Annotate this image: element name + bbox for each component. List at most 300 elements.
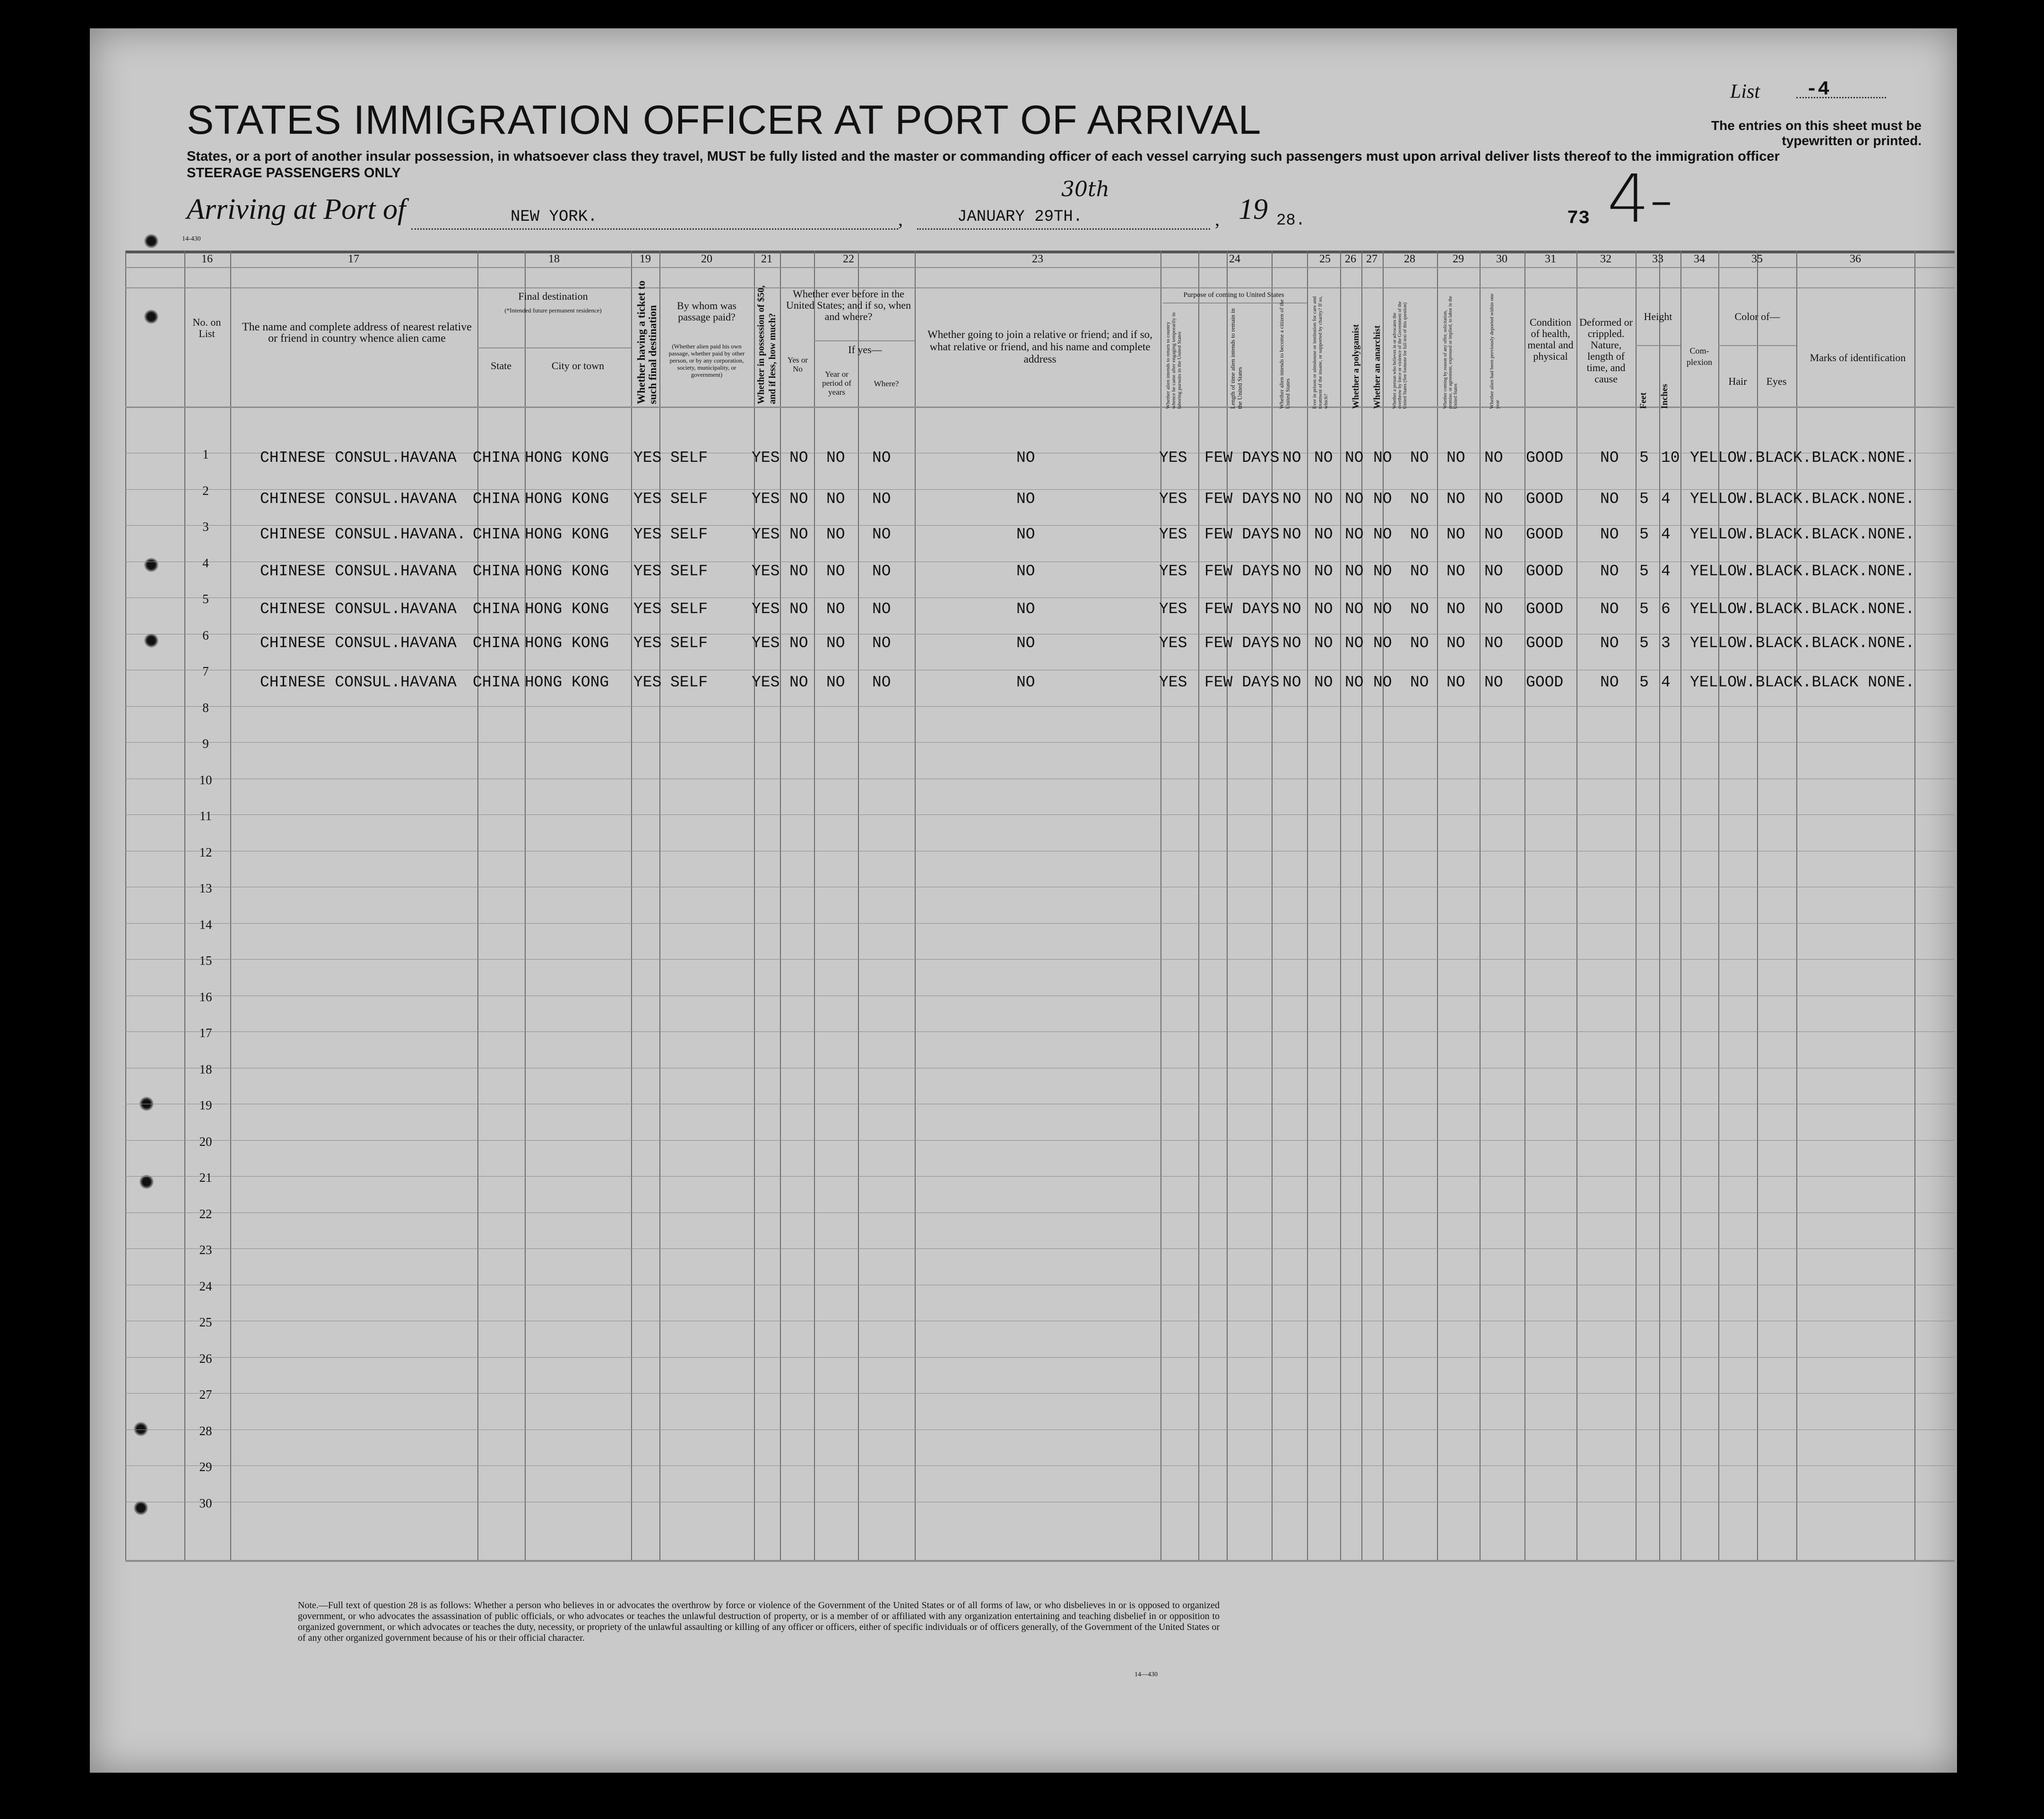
header-no-on-list: No. on List <box>192 316 221 339</box>
cell-money: YES <box>752 634 780 652</box>
cell-health: GOOD <box>1526 490 1564 508</box>
cell-where: NO <box>872 449 891 467</box>
header-c18-sub: (*Intended future permanent residence) <box>504 307 602 314</box>
header-c24a: Whether alien intends to return to country whence he came after engaging temporarily in laboring pursuits in the United States <box>1165 312 1182 409</box>
row-number: 24 <box>199 1279 212 1293</box>
cell-complexion: YELLOW.BLACK.BLACK.NONE. <box>1690 526 1915 543</box>
cell-city: HONG KONG <box>525 490 609 508</box>
column-rule <box>1307 251 1308 1560</box>
cell-money: YES <box>752 490 780 508</box>
header-c35: Color of— <box>1734 311 1780 322</box>
header-c29: Whether coming by reason of any offer, solicitation, promise, or agreement, expressed or implied, to labor in the United States <box>1443 296 1458 409</box>
cell-inches: 4 <box>1661 490 1671 508</box>
row-number: 15 <box>199 953 212 968</box>
cell-q28: NO <box>1410 563 1429 580</box>
cell-contract: NO <box>1446 674 1465 691</box>
column-rule <box>1576 251 1577 1560</box>
cell-length: FEW DAYS <box>1204 449 1280 467</box>
cell-length: FEW DAYS <box>1204 634 1280 652</box>
cell-deported: NO <box>1484 526 1503 543</box>
row-rule <box>125 1140 1955 1141</box>
column-rule <box>1383 251 1384 1560</box>
cell-polygamist: NO <box>1345 600 1364 618</box>
row-number: 4 <box>202 555 209 570</box>
header-c24: Purpose of coming to United States <box>1183 291 1284 299</box>
column-number: 34 <box>1694 253 1705 265</box>
cell-city: HONG KONG <box>525 600 609 618</box>
cell-polygamist: NO <box>1345 634 1364 652</box>
row-rule <box>125 1560 1955 1562</box>
column-rule <box>1272 251 1273 1560</box>
column-rule <box>1796 251 1797 1560</box>
row-number: 23 <box>199 1243 212 1257</box>
header-c30: Whether alien had been previously deported within one year <box>1489 293 1500 409</box>
typewritten-note: The entries on this sheet must be typewritten or printed. <box>1711 118 1922 148</box>
cell-deformed: NO <box>1600 526 1619 543</box>
column-number: 31 <box>1545 253 1556 265</box>
header-c22: Whether ever before in the United States; and if so, when and where? <box>786 288 911 322</box>
cell-deformed: NO <box>1600 449 1619 467</box>
column-rule <box>780 251 781 1560</box>
cell-join: NO <box>1016 600 1035 618</box>
header-c34: Com-plexion <box>1687 346 1712 367</box>
column-number: 35 <box>1751 253 1763 265</box>
year-prefix: 19 <box>1239 193 1268 225</box>
header-c21: Whether in possession of $50, and if less, how much? <box>756 285 778 404</box>
cell-prison: NO <box>1314 526 1333 543</box>
cell-money: YES <box>752 526 780 543</box>
column-number: 30 <box>1496 253 1507 265</box>
cell-where: NO <box>872 490 891 508</box>
cell-state: CHINA <box>473 674 520 691</box>
row-rule <box>125 959 1955 960</box>
form-code: 14-430 <box>182 235 201 243</box>
cell-deformed: NO <box>1600 563 1619 580</box>
date-value: JANUARY 29TH. <box>957 208 1083 226</box>
row-number: 28 <box>199 1423 212 1438</box>
row-number: 22 <box>199 1206 212 1221</box>
cell-q28: NO <box>1410 490 1429 508</box>
cell-city: HONG KONG <box>525 674 609 691</box>
cell-where: NO <box>872 600 891 618</box>
cell-where: NO <box>872 674 891 691</box>
cell-years: NO <box>826 634 845 652</box>
cell-health: GOOD <box>1526 674 1564 691</box>
cell-years: NO <box>826 449 845 467</box>
footnote: Note.—Full text of question 28 is as follows: Whether a person who believes in or advocates the overthrow by force or violence of the Government of the United States or of all forms of law, or who disbelieves in or is opposed to organized government, or who advocates the assassination of public officials, or who advocates or teaches the unlawful destruction of property, or is a member of or affiliated with any organization entertaining and teaching disbelief in or opposition to organized government, or which advocates or teaches the duty, necessity, or propriety of the unlawful assaulting or killing of any officer or officers, either of specific individuals or of officers generally, of the Government of the United States or of any other organized government because of his or their official character. <box>298 1600 1220 1643</box>
row-rule <box>125 742 1955 743</box>
row-number: 16 <box>199 989 212 1004</box>
port-line <box>411 228 898 230</box>
cell-years: NO <box>826 526 845 543</box>
row-rule <box>125 1429 1955 1430</box>
column-number: 16 <box>201 253 213 265</box>
cell-feet: 5 <box>1639 449 1649 467</box>
cell-return: YES <box>1159 449 1187 467</box>
cell-before: NO <box>789 674 808 691</box>
header-c19: Whether having a ticket to such final destination <box>635 280 658 404</box>
column-number: 28 <box>1404 253 1415 265</box>
cell-contract: NO <box>1446 526 1465 543</box>
cell-q28: NO <box>1410 634 1429 652</box>
cell-join: NO <box>1016 563 1035 580</box>
cell-inches: 4 <box>1661 563 1671 580</box>
header-c18-city: City or town <box>551 360 605 372</box>
cell-length: FEW DAYS <box>1204 526 1280 543</box>
column-number: 19 <box>640 253 651 265</box>
header-c17: The name and complete address of nearest relative or friend in country whence alien came <box>242 321 472 345</box>
cell-prison: NO <box>1314 490 1333 508</box>
row-rule <box>125 1465 1955 1466</box>
cell-paid: SELF <box>670 449 708 467</box>
row-rule <box>125 1248 1955 1249</box>
cell-prison: NO <box>1314 563 1333 580</box>
row-rule <box>125 489 1955 490</box>
row-rule <box>125 1176 1955 1177</box>
row-number: 11 <box>199 809 212 823</box>
cell-health: GOOD <box>1526 526 1564 543</box>
cell-anarchist: NO <box>1373 449 1392 467</box>
cell-return: YES <box>1159 674 1187 691</box>
cell-anarchist: NO <box>1373 600 1392 618</box>
header-c32: Deformed or crippled. Nature, length of time, and cause <box>1579 316 1633 385</box>
cell-contract: NO <box>1446 563 1465 580</box>
cell-money: YES <box>752 674 780 691</box>
cell-money: YES <box>752 449 780 467</box>
cell-length: FEW DAYS <box>1204 600 1280 618</box>
cell-complexion: YELLOW.BLACK.BLACK.NONE. <box>1690 634 1915 652</box>
cell-complexion: YELLOW.BLACK.BLACK.NONE. <box>1690 449 1915 467</box>
cell-join: NO <box>1016 490 1035 508</box>
cell-city: HONG KONG <box>525 563 609 580</box>
cell-join: NO <box>1016 526 1035 543</box>
cell-relative: CHINESE CONSUL.HAVANA <box>260 600 457 618</box>
cell-before: NO <box>789 563 808 580</box>
cell-deformed: NO <box>1600 674 1619 691</box>
header-c27: Whether an anarchist <box>1372 325 1382 409</box>
cell-where: NO <box>872 634 891 652</box>
row-number: 27 <box>199 1387 212 1402</box>
cell-paid: SELF <box>670 563 708 580</box>
cell-citizen: NO <box>1282 634 1301 652</box>
row-rule <box>477 347 631 348</box>
cell-anarchist: NO <box>1373 490 1392 508</box>
column-rule <box>1718 251 1719 1560</box>
cell-q28: NO <box>1410 600 1429 618</box>
cell-return: YES <box>1159 563 1187 580</box>
cell-feet: 5 <box>1639 526 1649 543</box>
column-rule <box>1437 251 1438 1560</box>
header-c31: Condition of health, mental and physical <box>1527 316 1574 362</box>
header-c20: By whom was passage paid? <box>677 300 736 323</box>
header-c28: Whether a person who believes in or advocates the overthrow by force or violence of the Government of the United States (See footnote for full text of this question) <box>1392 301 1408 409</box>
cell-relative: CHINESE CONSUL.HAVANA <box>260 634 457 652</box>
cell-citizen: NO <box>1282 674 1301 691</box>
cell-length: FEW DAYS <box>1204 490 1280 508</box>
header-c22-ifyes: If yes— <box>848 344 882 355</box>
cell-citizen: NO <box>1282 563 1301 580</box>
cell-inches: 10 <box>1661 449 1680 467</box>
cell-ticket: YES <box>633 563 662 580</box>
cell-city: HONG KONG <box>525 634 609 652</box>
punch-hole-icon <box>144 558 158 572</box>
cell-before: NO <box>789 449 808 467</box>
cell-polygamist: NO <box>1345 490 1364 508</box>
date-correction: 30th <box>1061 177 1110 201</box>
cell-before: NO <box>789 526 808 543</box>
column-rule <box>1227 251 1228 1560</box>
cell-relative: CHINESE CONSUL.HAVANA <box>260 490 457 508</box>
row-rule <box>125 706 1955 707</box>
header-c20-sub: (Whether alien paid his own passage, whether paid by other person, or by any corporation, society, municipality, or government) <box>668 343 745 378</box>
cell-ticket: YES <box>633 600 662 618</box>
row-number: 18 <box>199 1062 212 1076</box>
header-c18-state: State <box>491 360 511 372</box>
cell-anarchist: NO <box>1373 634 1392 652</box>
cell-relative: CHINESE CONSUL.HAVANA <box>260 674 457 691</box>
row-rule <box>125 1031 1955 1032</box>
cell-state: CHINA <box>473 449 520 467</box>
row-number: 12 <box>199 845 212 859</box>
column-rule <box>814 251 815 1560</box>
column-rule <box>858 251 859 1560</box>
cell-years: NO <box>826 490 845 508</box>
cell-polygamist: NO <box>1345 526 1364 543</box>
cell-polygamist: NO <box>1345 674 1364 691</box>
row-rule <box>125 1393 1955 1394</box>
cell-contract: NO <box>1446 490 1465 508</box>
column-rule <box>1680 251 1681 1560</box>
row-rule <box>1718 345 1796 346</box>
column-number: 18 <box>548 253 560 265</box>
cell-state: CHINA <box>473 490 520 508</box>
cell-health: GOOD <box>1526 600 1564 618</box>
row-number: 10 <box>199 772 212 787</box>
column-rule <box>1757 251 1758 1560</box>
cell-where: NO <box>872 526 891 543</box>
column-number: 27 <box>1366 253 1377 265</box>
row-number: 13 <box>199 881 212 895</box>
column-rule <box>125 251 126 1560</box>
comma-sep: , <box>898 208 903 230</box>
header-c33: Height <box>1644 311 1672 322</box>
arriving-label: Arriving at Port of <box>187 193 406 225</box>
cell-paid: SELF <box>670 526 708 543</box>
cell-years: NO <box>826 600 845 618</box>
header-c35-hair: Hair <box>1728 375 1747 387</box>
cell-paid: SELF <box>670 600 708 618</box>
cell-complexion: YELLOW.BLACK.BLACK NONE. <box>1690 674 1915 691</box>
cell-inches: 4 <box>1661 526 1671 543</box>
list-number: -4 <box>1806 78 1830 101</box>
row-number: 9 <box>202 736 209 751</box>
cell-complexion: YELLOW.BLACK.BLACK.NONE. <box>1690 600 1915 618</box>
row-number: 20 <box>199 1134 212 1149</box>
page-number: 73 <box>1567 208 1590 229</box>
cell-inches: 3 <box>1661 634 1671 652</box>
cell-relative: CHINESE CONSUL.HAVANA <box>260 449 457 467</box>
column-rule <box>1914 251 1915 1560</box>
header-c23: Whether going to join a relative or friend; and if so, what relative or friend, and his name and complete address <box>927 329 1152 365</box>
cell-deported: NO <box>1484 449 1503 467</box>
punch-hole-icon <box>144 310 158 324</box>
row-number: 29 <box>199 1460 212 1474</box>
cell-before: NO <box>789 634 808 652</box>
cell-citizen: NO <box>1282 526 1301 543</box>
cell-length: FEW DAYS <box>1204 674 1280 691</box>
cell-anarchist: NO <box>1373 563 1392 580</box>
cell-contract: NO <box>1446 600 1465 618</box>
cell-years: NO <box>826 563 845 580</box>
column-number: 32 <box>1600 253 1611 265</box>
cell-feet: 5 <box>1639 674 1649 691</box>
column-number: 23 <box>1032 253 1043 265</box>
column-number: 36 <box>1850 253 1861 265</box>
header-c35-eyes: Eyes <box>1766 375 1787 387</box>
cell-inches: 6 <box>1661 600 1671 618</box>
cell-health: GOOD <box>1526 449 1564 467</box>
cell-length: FEW DAYS <box>1204 563 1280 580</box>
cell-deformed: NO <box>1600 634 1619 652</box>
manifest-sheet <box>90 28 1957 1773</box>
cell-return: YES <box>1159 526 1187 543</box>
column-number: 24 <box>1229 253 1240 265</box>
cell-complexion: YELLOW.BLACK.BLACK.NONE. <box>1690 490 1915 508</box>
column-number: 22 <box>843 253 854 265</box>
column-rule <box>754 251 755 1560</box>
punch-hole-icon <box>144 633 158 648</box>
cell-join: NO <box>1016 634 1035 652</box>
row-rule <box>814 340 915 341</box>
cell-citizen: NO <box>1282 600 1301 618</box>
cell-paid: SELF <box>670 674 708 691</box>
cell-contract: NO <box>1446 449 1465 467</box>
cell-deformed: NO <box>1600 600 1619 618</box>
cell-prison: NO <box>1314 449 1333 467</box>
row-number: 21 <box>199 1170 212 1185</box>
cell-ticket: YES <box>633 674 662 691</box>
column-rule <box>659 251 660 1560</box>
comma-sep-2: , <box>1215 208 1220 230</box>
cell-feet: 5 <box>1639 600 1649 618</box>
cell-complexion: YELLOW.BLACK.BLACK.NONE. <box>1690 563 1915 580</box>
cell-years: NO <box>826 674 845 691</box>
column-number: 20 <box>701 253 712 265</box>
punch-hole-icon <box>139 1175 154 1189</box>
row-number: 1 <box>202 447 209 461</box>
row-rule <box>125 407 1955 408</box>
date-line <box>917 228 1210 230</box>
cell-return: YES <box>1159 600 1187 618</box>
cell-polygamist: NO <box>1345 563 1364 580</box>
header-c22-years: Year or period of years <box>822 370 851 397</box>
cell-paid: SELF <box>670 490 708 508</box>
cell-contract: NO <box>1446 634 1465 652</box>
cell-deported: NO <box>1484 634 1503 652</box>
header-c24b: Length of time alien intends to remain in the United States <box>1229 308 1243 409</box>
cell-polygamist: NO <box>1345 449 1364 467</box>
column-number: 25 <box>1319 253 1331 265</box>
column-rule <box>1480 251 1481 1560</box>
cell-deported: NO <box>1484 490 1503 508</box>
cell-feet: 5 <box>1639 634 1649 652</box>
header-c33-feet: Feet <box>1638 392 1648 409</box>
cell-anarchist: NO <box>1373 526 1392 543</box>
cell-citizen: NO <box>1282 449 1301 467</box>
row-number: 5 <box>202 592 209 606</box>
column-number: 21 <box>761 253 772 265</box>
cell-prison: NO <box>1314 600 1333 618</box>
cell-money: YES <box>752 600 780 618</box>
cell-before: NO <box>789 490 808 508</box>
header-c25: Ever in prison or almshouse or institution for care and treatment of the insane, or supported by charity? If so, which? <box>1312 296 1329 409</box>
row-number: 3 <box>202 520 209 534</box>
header-c22-where: Where? <box>874 379 899 388</box>
cell-ticket: YES <box>633 490 662 508</box>
cell-deformed: NO <box>1600 490 1619 508</box>
cell-before: NO <box>789 600 808 618</box>
cell-relative: CHINESE CONSUL.HAVANA <box>260 563 457 580</box>
column-rule <box>1636 251 1637 1560</box>
column-rule <box>525 251 526 1560</box>
row-number: 14 <box>199 917 212 932</box>
header-c24c: Whether alien intends to become a citizen of the United States <box>1278 299 1291 409</box>
column-number: 17 <box>348 253 359 265</box>
row-rule <box>125 1357 1955 1358</box>
cell-relative: CHINESE CONSUL.HAVANA. <box>260 526 466 543</box>
row-rule <box>1636 345 1680 346</box>
row-number: 2 <box>202 483 209 498</box>
cell-join: NO <box>1016 674 1035 691</box>
row-number: 19 <box>199 1098 212 1112</box>
cell-money: YES <box>752 563 780 580</box>
row-rule <box>125 923 1955 924</box>
column-rule <box>477 251 478 1560</box>
column-rule <box>1524 251 1525 1560</box>
cell-health: GOOD <box>1526 563 1564 580</box>
cell-q28: NO <box>1410 449 1429 467</box>
cell-return: YES <box>1159 490 1187 508</box>
cell-return: YES <box>1159 634 1187 652</box>
row-rule <box>125 267 1955 268</box>
column-number: 29 <box>1453 253 1464 265</box>
cell-paid: SELF <box>670 634 708 652</box>
header-c18: Final destination <box>518 290 588 302</box>
column-rule <box>1340 251 1341 1560</box>
column-rule <box>1361 251 1362 1560</box>
cell-city: HONG KONG <box>525 449 609 467</box>
cell-state: CHINA <box>473 563 520 580</box>
row-number: 26 <box>199 1351 212 1366</box>
row-rule <box>125 287 1955 288</box>
cell-feet: 5 <box>1639 563 1649 580</box>
year-suffix: 28. <box>1276 212 1306 230</box>
column-rule <box>1198 251 1199 1560</box>
header-c33-inches: Inches <box>1660 384 1670 409</box>
port-value: NEW YORK. <box>511 208 598 226</box>
column-rule <box>915 251 916 1560</box>
cell-q28: NO <box>1410 526 1429 543</box>
column-number: 26 <box>1345 253 1356 265</box>
cell-prison: NO <box>1314 674 1333 691</box>
row-number: 8 <box>202 700 209 715</box>
row-number: 6 <box>202 628 209 642</box>
cell-ticket: YES <box>633 449 662 467</box>
form-subtitle: States, or a port of another insular possession, in whatsoever class they travel, MUST be fully listed and the master or commanding officer of each vessel carrying such passengers must upon arrival deliver lists thereof to the immigration officer <box>187 149 1780 164</box>
header-c36: Marks of identification <box>1810 352 1906 364</box>
cell-state: CHINA <box>473 526 520 543</box>
column-rule <box>1659 251 1660 1560</box>
